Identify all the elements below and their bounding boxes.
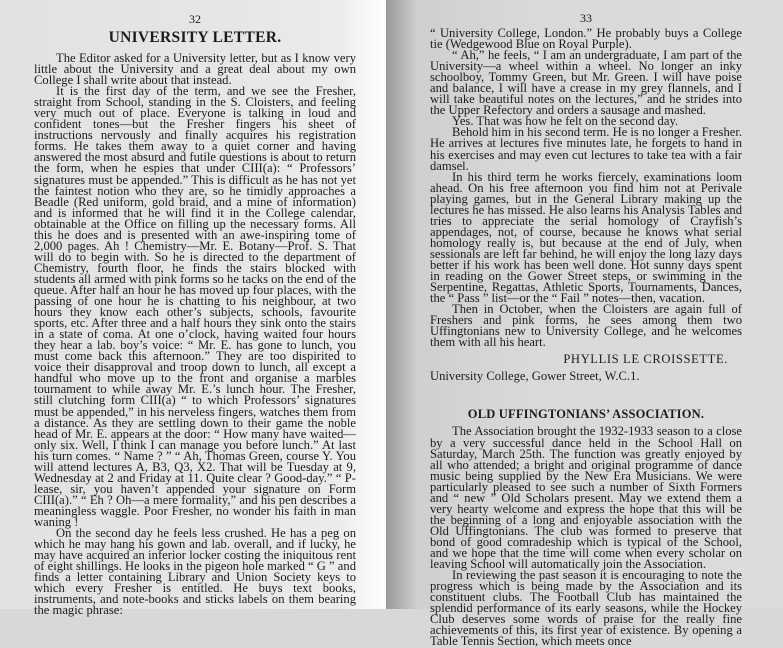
paragraph: On the second day he feels less crushed. He has a peg on which he may hang his gown and lab. overall, and if lucky, he may have acquired an inferior locker costing the iniquitous rent of eight shillings. He looks in the pigeon hole marked “ G ” and finds a letter containing Library and Union Society keys to which every Fresher is entitled. He buys text books, instruments, and note-books and sticks labels on them bearing the magic phrase:	[34, 526, 356, 618]
section-title: OLD UFFINGTONIANS’ ASSOCIATION.	[467, 407, 705, 422]
author-signature: PHYLLIS LE CROISSETTE.	[563, 352, 728, 367]
paragraph: Then in October, when the Cloisters are again full of Freshers and pink forms, he sees among them two Uffingtonians new to University College, and he welcomes them with all his heart.	[430, 302, 742, 350]
paragraph: The Editor asked for a University letter, but as I know very little about the University and a great deal about my own College I shall write about that instead.	[34, 51, 356, 88]
page-number: 33	[580, 11, 592, 25]
paragraph: It is the first day of the term, and we see the Fresher, straight from School, standing in the S. Cloisters, and feeling very much out of place. Everyone is talking in loud and confident tones—but the Fresher fingers his sheet of instructions nervously and finally acquires his registration forms. He takes them away to a quiet corner and having answered the most absurd and futile questions is about to return the form, when he espies that under CIII(a): “ Professors’ signatures must be appended.” This is difficult as he has not yet the faintest notion who they are, so he timidly approaches a Beadle (Red uniform, gold braid, and a mine of information) and is informed that he will find it in the College calendar, obtainable at the Office on filling up the necessary forms. All this he does and is presented with an awe-inspiring tome of 2,000 pages. Ah ! Chemistry—Mr. E. Botany—Prof. S. That will do to begin with. So he is directed to the department of Chemistry, fourth floor, he finds the stairs blocked with students all armed with pink forms so he tacks on the end of the queue. After half an hour he has moved up four places, with the passing of one hour he is chatting to his neighbour, at two hours they know each other’s subjects, schools, favourite sports, etc. After three and a half hours they sink onto the stairs in a state of coma. At one o’clock, having waited four hours they hear a lab. boy’s voice: “ Mr. E. has gone to lunch, you must come back this afternoon.” They are too dispirited to voice their disapproval and troop down to lunch, all except a handful who move up to the front and organise a marbles tournament to while away Mr. E.’s lunch hour. The Fresher, still clutching form CIII(a) “ to which Professors’ signatures must be appended,” in his nerveless fingers, watches them from a distance. As they are settling down to their game the noble head of Mr. E. appears at the door: “ How many have waited—only six. Well, I think I can manage you before lunch.” At last his turn comes. “ Name ? ” “ Ah, Thomas Green, course Y. You will attend lectures A, B3, Q3, X2. That will be Tuesday at 9, Wednesday at 2 and Friday at 11. Quite clear ? Good-day.” “ P-lease, sir, you haven’t appended your signature on Form CIII(a).” “ Eh ? Oh—a mere formality,” and his pen describes a meaningless waggle. Poor Fresher, no wonder his faith in man waning !	[34, 84, 356, 529]
book-spine-gutter	[386, 0, 416, 609]
paragraph: In reviewing the past season it is encouraging to note the progress which is being made by the Association and its constituent clubs. The Football Club has maintained the splendid performance of its early seasons, while the Hockey Club deserves some words of praise for the really fine achievements of this, its first year of existence. By opening a Table Tennis Section, which meets once	[430, 568, 742, 648]
paragraph: Yes. That was how he felt on the second day.	[452, 114, 679, 129]
right-page	[430, 0, 742, 647]
article-title: UNIVERSITY LETTER.	[108, 29, 282, 46]
author-address: University College, Gower Street, W.C.1.	[430, 369, 640, 384]
paragraph: “ Ah,” he feels, “ I am an undergraduate, I am part of the University—a wheel within a wheel. No longer an inky schoolboy, Tommy Green, but Mr. Green. I will have poise and balance, I will have a crease in my grey flannels, and I will take beautiful notes on the lectures,” and he strides into the Upper Refectory and orders a sausage and mashed.	[430, 48, 742, 118]
left-page	[34, 0, 356, 616]
page-number: 32	[189, 12, 201, 26]
paragraph: In his third term he works fiercely, examinations loom ahead. On his free afternoon you find him not at Perivale playing games, but in the General Library making up the lectures he has missed. He also learns his Analysis Tables and tries to appreciate the serial homology of Crayfish’s appendages, not, of course, because he knows what serial homology really is, but because at the end of July, when sessionals are left far behind, he will enjoy the long lazy days better if his work has been well done. Hot sunny days spent in reading on the Gower Street steps, or swimming in the Serpentine, Regattas, Athletic Sports, Tournaments, Dances, the “ Pass ” list—or the “ Fail ” notes—then, vacation.	[430, 169, 742, 306]
paragraph: The Association brought the 1932-1933 season to a close by a very successful dance held in the School Hall on Saturday, March 25th. The function was greatly enjoyed by all who attended; a bright and original programme of dance music being supplied by the New Era Musicians. We were particularly pleased to see such a number of Sixth Formers and “ new ” Old Scholars present. May we extend them a very hearty welcome and express the hope that this will be the beginning of a long and enjoyable association with the Old Uffingtonians. The club was formed to preserve that bond of good comradeship which is typical of the School, and we hope that the time will come when every scholar on leaving School will automatically join the Association.	[430, 424, 742, 572]
paragraph: Behold him in his second term. He is no longer a Fresher. He arrives at lectures five minutes late, he forgets to hand in his exercises and may even cut lectures to take tea with a fair damsel.	[430, 125, 742, 173]
continuation-paragraph: “ University College, London.” He probably buys a College tie (Wedgewood Blue on Royal Purple).	[430, 26, 742, 52]
